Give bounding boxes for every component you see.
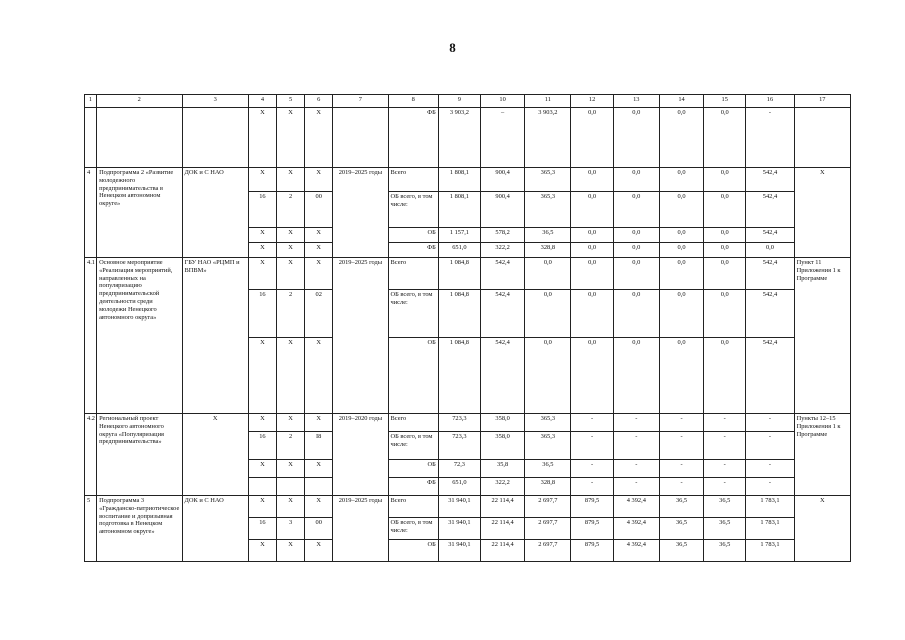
cell: 0,0 [525, 290, 571, 338]
cell: Х [276, 414, 304, 432]
cell: 1 084,8 [438, 290, 480, 338]
cell: Всего [388, 414, 438, 432]
executor: ГБУ НАО «РЦМП и ВПВМ» [182, 258, 248, 414]
col-header: 13 [613, 95, 659, 108]
cell: 723,3 [438, 432, 480, 460]
column-number-row [85, 95, 851, 108]
cell: 2 697,7 [525, 518, 571, 540]
col-header: 17 [794, 95, 850, 108]
note: Х [794, 496, 850, 562]
cell: 4 392,4 [613, 496, 659, 518]
cell: I8 [305, 432, 333, 460]
cell: 0,0 [704, 168, 746, 192]
cell: 0,0 [571, 243, 613, 258]
cell: Х [305, 228, 333, 243]
cell: 1 157,1 [438, 228, 480, 243]
cell: 1 084,8 [438, 338, 480, 414]
cell: 35,8 [481, 460, 525, 478]
cell: 328,8 [525, 478, 571, 496]
cell: 1 783,1 [746, 540, 794, 562]
cell: ФБ [388, 478, 438, 496]
cell: 1 808,1 [438, 168, 480, 192]
cell: ОБ всего, в том числе: [388, 192, 438, 228]
period: 2019–2025 годы [333, 496, 388, 562]
cell: 22 114,4 [481, 518, 525, 540]
col-header: 12 [571, 95, 613, 108]
cell: 22 114,4 [481, 496, 525, 518]
cell: 0,0 [613, 192, 659, 228]
cell: Х [248, 338, 276, 414]
cell: Х [276, 460, 304, 478]
note: Пункты 12–15 Приложения 1 к Программе [794, 414, 850, 496]
cell: - [704, 460, 746, 478]
cell: 36,5 [659, 496, 703, 518]
cell: 578,2 [481, 228, 525, 243]
cell: Х [305, 460, 333, 478]
cell: 0,0 [571, 228, 613, 243]
cell: - [571, 432, 613, 460]
cell: 879,5 [571, 496, 613, 518]
cell: 36,5 [525, 228, 571, 243]
cell: 2 [276, 290, 304, 338]
cell: 1 084,8 [438, 258, 480, 290]
cell: 22 114,4 [481, 540, 525, 562]
table-row [85, 168, 851, 192]
cell: 723,3 [438, 414, 480, 432]
cell: 1 808,1 [438, 192, 480, 228]
cell: 36,5 [704, 518, 746, 540]
program-name: Подпрограмма 3 «Гражданско-патриотическое воспитание и допризывная подготовка в Ненецком автономном округе» [97, 496, 182, 562]
cell: 0,0 [613, 168, 659, 192]
cell: 542,4 [481, 258, 525, 290]
cell: 0,0 [659, 258, 703, 290]
cell: 879,5 [571, 540, 613, 562]
cell: 16 [248, 290, 276, 338]
cell: 328,8 [525, 243, 571, 258]
cell: 358,0 [481, 414, 525, 432]
cell: 542,4 [746, 168, 794, 192]
cell: Х [305, 338, 333, 414]
cell: 0,0 [613, 243, 659, 258]
cell: Х [276, 540, 304, 562]
cell: 0,0 [704, 338, 746, 414]
cell: 365,3 [525, 432, 571, 460]
table-row [85, 496, 851, 518]
cell: 16 [248, 432, 276, 460]
cell: ОБ [388, 228, 438, 243]
col-header: 10 [481, 95, 525, 108]
cell: 72,3 [438, 460, 480, 478]
cell: Всего [388, 168, 438, 192]
col-header: 1 [85, 95, 97, 108]
cell: ОБ всего, в том числе: [388, 432, 438, 460]
cell: - [659, 478, 703, 496]
cell: Х [248, 243, 276, 258]
cell: 02 [305, 290, 333, 338]
cell: 16 [248, 192, 276, 228]
cell: Х [276, 496, 304, 518]
cell: 900,4 [481, 168, 525, 192]
program-name: Региональный проект Ненецкого автономного округа «Популяризация предпринимательства» [97, 414, 182, 496]
cell: 542,4 [481, 290, 525, 338]
cell: Всего [388, 496, 438, 518]
cell: Х [248, 108, 276, 168]
cell: 0,0 [659, 338, 703, 414]
cell: ФБ [388, 108, 438, 168]
col-header: 2 [97, 95, 182, 108]
cell: Х [305, 258, 333, 290]
cell: 0,0 [659, 108, 703, 168]
cell: 2 [276, 192, 304, 228]
cell: 322,2 [481, 478, 525, 496]
cell: Х [276, 228, 304, 243]
cell: Х [276, 338, 304, 414]
cell: 1 783,1 [746, 518, 794, 540]
note: Х [794, 168, 850, 258]
cell: 4 392,4 [613, 518, 659, 540]
cell: 36,5 [704, 496, 746, 518]
cell: 0,0 [659, 228, 703, 243]
cell: - [659, 460, 703, 478]
cell: 3 [276, 518, 304, 540]
cell: Х [305, 243, 333, 258]
cell: 0,0 [613, 258, 659, 290]
cell: Х [248, 168, 276, 192]
cell: - [746, 432, 794, 460]
cell: 0,0 [704, 290, 746, 338]
cell: 0,0 [704, 258, 746, 290]
cell: 322,2 [481, 243, 525, 258]
cell: Х [276, 168, 304, 192]
cell: 0,0 [704, 192, 746, 228]
cell: ОБ всего, в том числе: [388, 290, 438, 338]
cell [305, 478, 333, 496]
cell: Х [305, 496, 333, 518]
cell: 0,0 [613, 290, 659, 338]
cell: 3 903,2 [525, 108, 571, 168]
cell: - [704, 414, 746, 432]
cell: Х [276, 258, 304, 290]
col-header: 16 [746, 95, 794, 108]
cell: 0,0 [704, 243, 746, 258]
cell: Х [248, 228, 276, 243]
cell: 2 697,7 [525, 540, 571, 562]
cell: - [613, 460, 659, 478]
cell [248, 478, 276, 496]
cell: - [746, 460, 794, 478]
cell: 358,0 [481, 432, 525, 460]
budget-table [84, 94, 851, 562]
note: Пункт 11 Приложения 1 к Программе [794, 258, 850, 414]
col-header: 4 [248, 95, 276, 108]
cell: 36,5 [659, 518, 703, 540]
cell: Х [248, 540, 276, 562]
cell: - [571, 478, 613, 496]
cell: 4 392,4 [613, 540, 659, 562]
table-row [85, 258, 851, 290]
cell: ОБ [388, 540, 438, 562]
cell: ОБ всего, в том числе: [388, 518, 438, 540]
cell: ФБ [388, 243, 438, 258]
cell: 0,0 [659, 168, 703, 192]
col-header: 5 [276, 95, 304, 108]
cell: 0,0 [613, 338, 659, 414]
col-header: 7 [333, 95, 388, 108]
cell: 542,4 [746, 192, 794, 228]
cell: 0,0 [659, 243, 703, 258]
period: 2019–2020 годы [333, 414, 388, 496]
cell: 0,0 [746, 243, 794, 258]
cell: 542,4 [746, 338, 794, 414]
cell: 542,4 [746, 228, 794, 243]
cell: 00 [305, 518, 333, 540]
row-number: 4 [85, 168, 97, 258]
cell: Х [248, 258, 276, 290]
executor: ДОК и С НАО [182, 496, 248, 562]
col-header: 15 [704, 95, 746, 108]
cell: 16 [248, 518, 276, 540]
cell: 0,0 [613, 228, 659, 243]
cell: Х [305, 168, 333, 192]
cell: 2 697,7 [525, 496, 571, 518]
program-name: Подпрограмма 2 «Развитие молодежного предпринимательства в Ненецком автономном округе» [97, 168, 182, 258]
cell: 0,0 [571, 290, 613, 338]
col-header: 9 [438, 95, 480, 108]
executor: ДОК и С НАО [182, 168, 248, 258]
cell: 365,3 [525, 168, 571, 192]
cell: Х [305, 414, 333, 432]
cell: 651,0 [438, 478, 480, 496]
cell: Х [276, 243, 304, 258]
cell: - [613, 414, 659, 432]
cell: - [746, 414, 794, 432]
cell: 36,5 [659, 540, 703, 562]
cell: - [704, 478, 746, 496]
cell: 365,3 [525, 414, 571, 432]
cell: 879,5 [571, 518, 613, 540]
cell: ОБ [388, 338, 438, 414]
cell: - [571, 460, 613, 478]
cell: Х [276, 108, 304, 168]
cell: 0,0 [659, 290, 703, 338]
col-header: 11 [525, 95, 571, 108]
col-header: 8 [388, 95, 438, 108]
cell: 36,5 [704, 540, 746, 562]
row-number: 4.2 [85, 414, 97, 496]
table-row [85, 414, 851, 432]
cell: – [481, 108, 525, 168]
row-number: 5 [85, 496, 97, 562]
period: 2019–2025 годы [333, 258, 388, 414]
cell: - [659, 432, 703, 460]
cell: 0,0 [704, 228, 746, 243]
cell: 00 [305, 192, 333, 228]
period: 2019–2025 годы [333, 168, 388, 258]
cell: 1 783,1 [746, 496, 794, 518]
page-number: 8 [449, 40, 456, 55]
cell: Х [248, 496, 276, 518]
cell: 36,5 [525, 460, 571, 478]
cell: Х [305, 540, 333, 562]
cell [276, 478, 304, 496]
cell: 0,0 [659, 192, 703, 228]
cell: 31 940,1 [438, 540, 480, 562]
cell: 0,0 [525, 338, 571, 414]
cell: - [746, 478, 794, 496]
cell: Х [305, 108, 333, 168]
cell: Х [248, 414, 276, 432]
cell: 0,0 [571, 338, 613, 414]
cell: 651,0 [438, 243, 480, 258]
cell: 3 903,2 [438, 108, 480, 168]
cell: Всего [388, 258, 438, 290]
cell: 0,0 [704, 108, 746, 168]
col-header: 6 [305, 95, 333, 108]
cell: 0,0 [571, 168, 613, 192]
cell: 31 940,1 [438, 496, 480, 518]
cell: ОБ [388, 460, 438, 478]
cell: 542,4 [746, 290, 794, 338]
cell: - [613, 432, 659, 460]
cell: 365,3 [525, 192, 571, 228]
cell: 542,4 [481, 338, 525, 414]
cell: 0,0 [571, 192, 613, 228]
executor: Х [182, 414, 248, 496]
cell: 542,4 [746, 258, 794, 290]
cell: 31 940,1 [438, 518, 480, 540]
cell: 0,0 [571, 258, 613, 290]
cell: - [704, 432, 746, 460]
cell: 900,4 [481, 192, 525, 228]
cell: 0,0 [613, 108, 659, 168]
cell: - [571, 414, 613, 432]
table-row [85, 108, 851, 168]
cell: 0,0 [525, 258, 571, 290]
cell: - [746, 108, 794, 168]
cell: - [613, 478, 659, 496]
row-number: 4.1 [85, 258, 97, 414]
col-header: 3 [182, 95, 248, 108]
cell: 0,0 [571, 108, 613, 168]
col-header: 14 [659, 95, 703, 108]
cell: Х [248, 460, 276, 478]
cell: 2 [276, 432, 304, 460]
program-name: Основное мероприятие «Реализация мероприятий, направленных на популяризацию предпринимательской деятельности среди молодежи Ненецкого автономного округа» [97, 258, 182, 414]
cell: - [659, 414, 703, 432]
